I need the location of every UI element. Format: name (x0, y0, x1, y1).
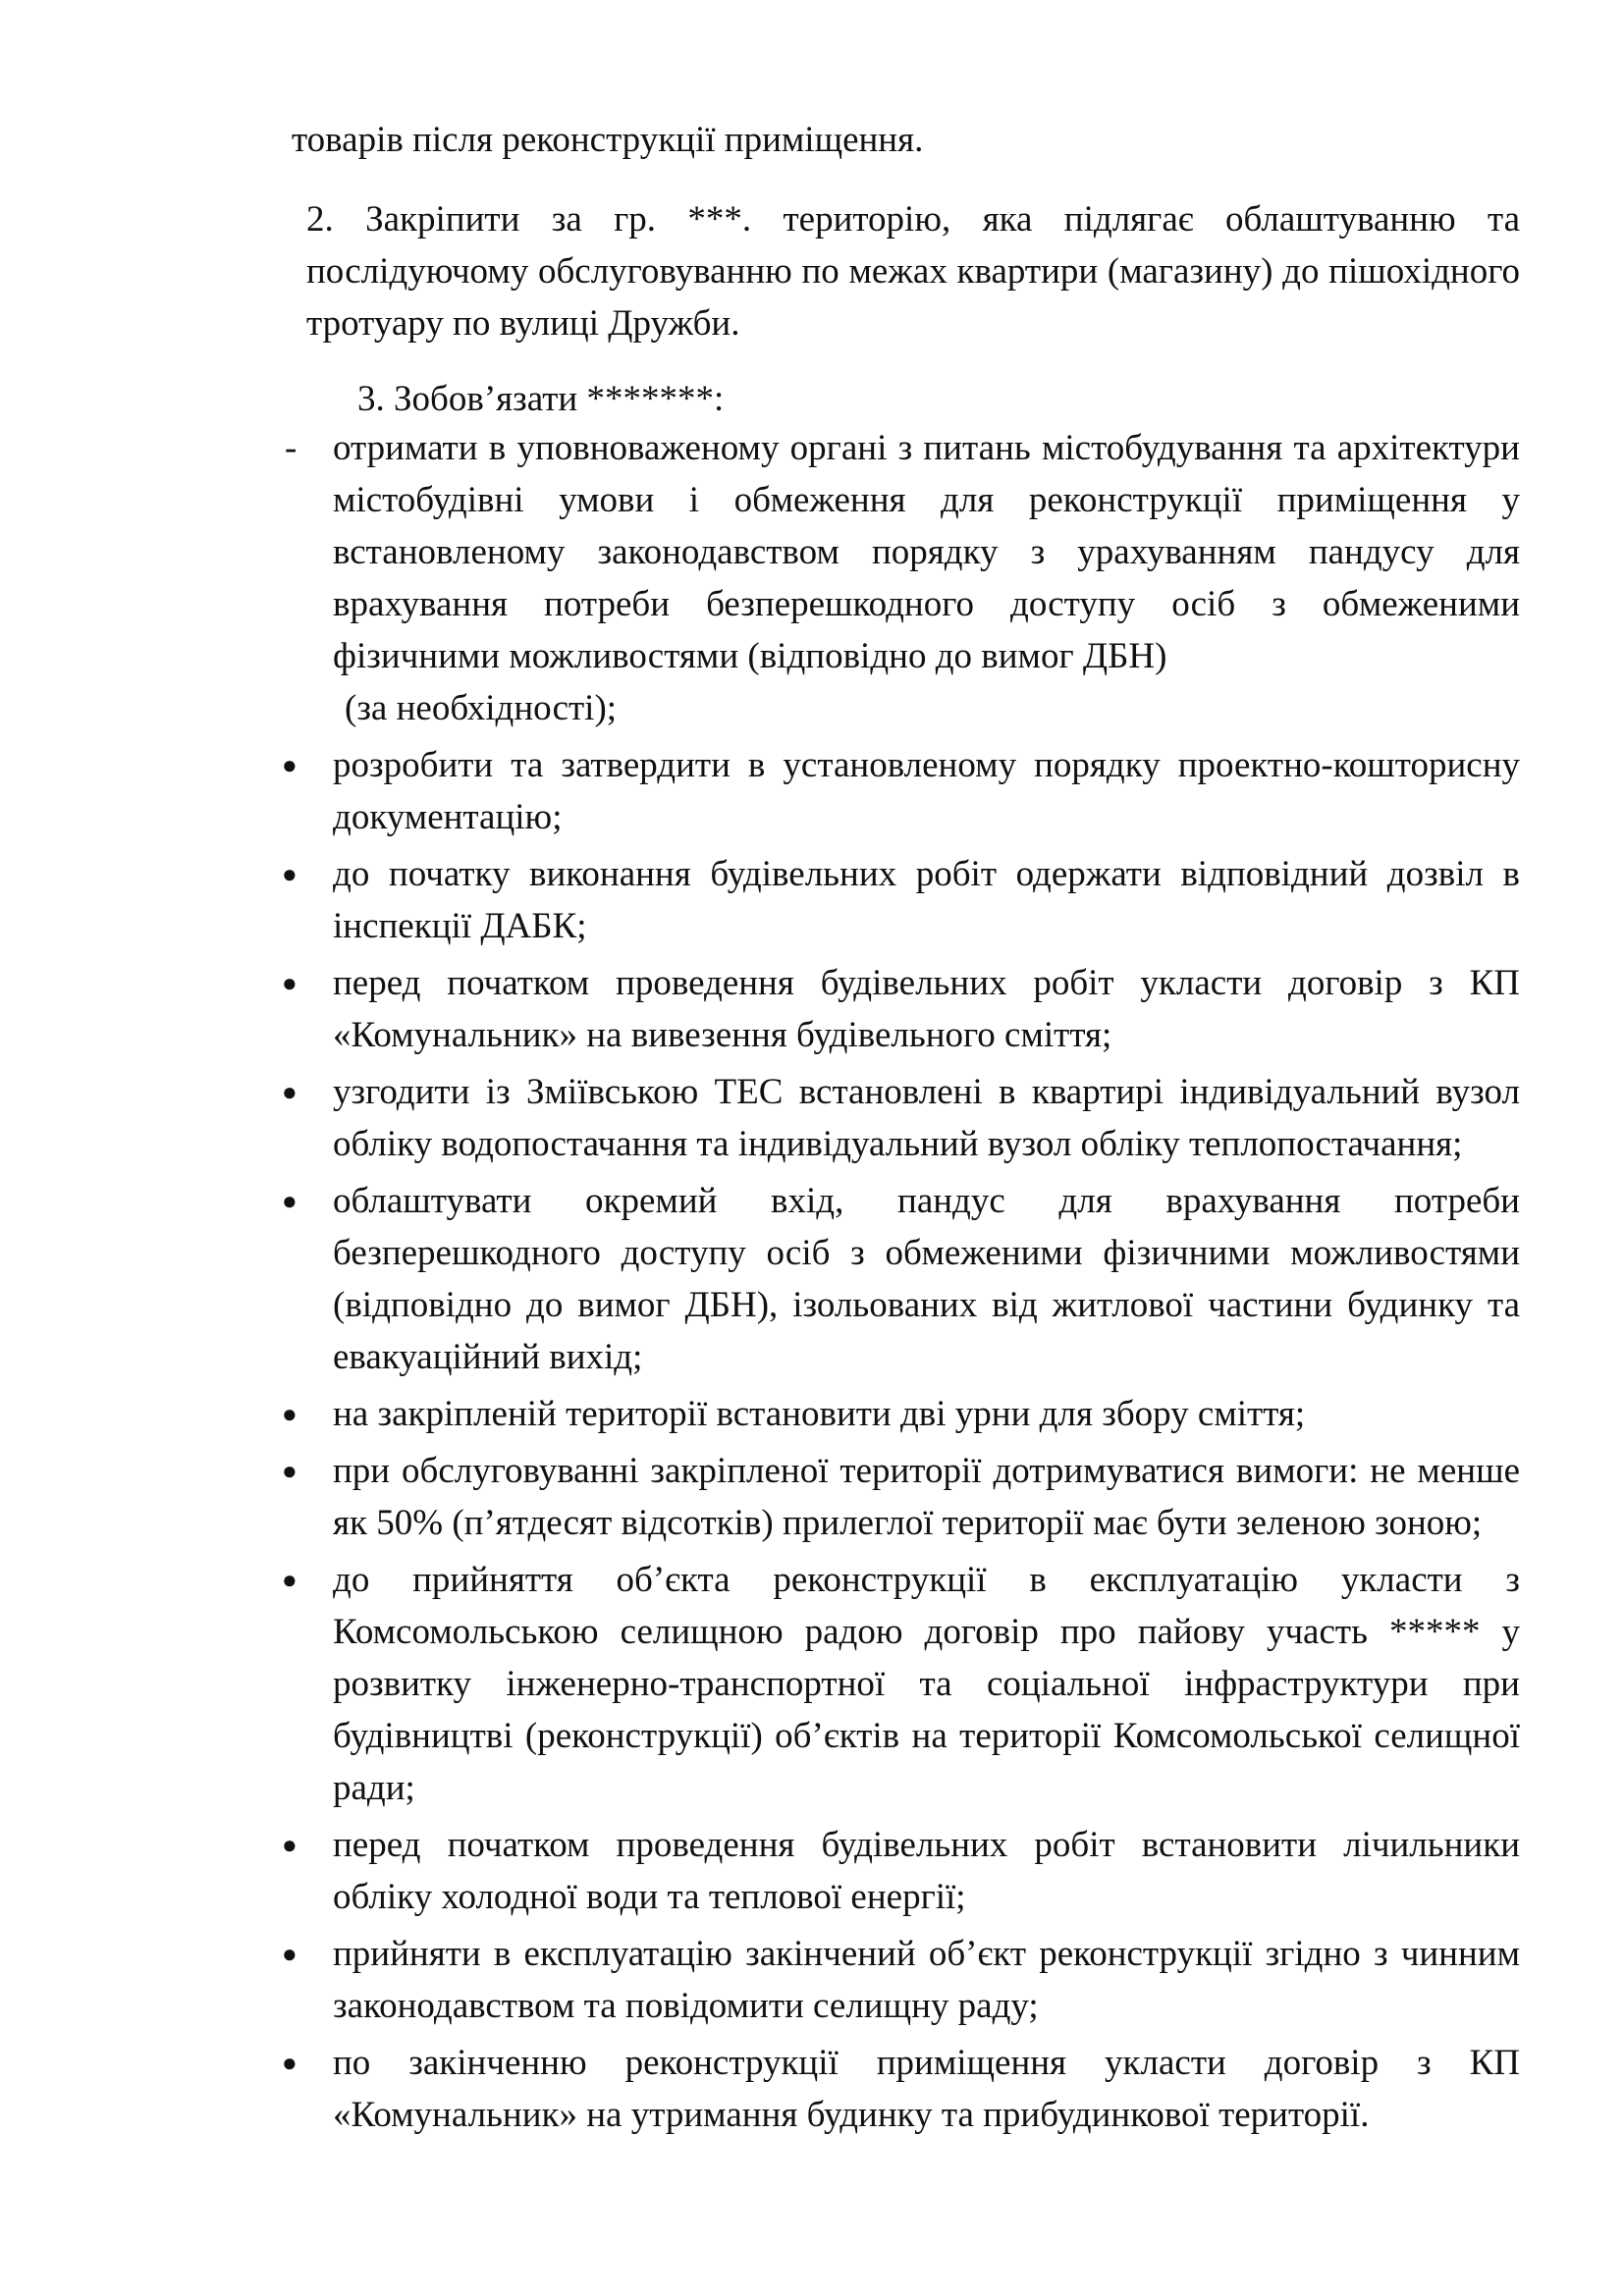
list-item-text: перед початком проведення будівельних робіт укласти договір з КП «Комунальник» на вивезення будівельного сміття; (333, 963, 1520, 1055)
list-item-text: перед початком проведення будівельних робіт встановити лічильники обліку холодної води та теплової енергії; (333, 1825, 1520, 1917)
list-item-text: отримати в уповноваженому органі з питань містобудування та архітектури містобудівні умови і обмеження для реконструкції приміщення у встановленому законодавством порядку з урахуванням пандусу для врахування потреби безперешкодного доступу осіб з обмеженими фізичними можливостями (відповідно до вимог ДБН) (333, 428, 1520, 676)
list-item-dash (0, 422, 1520, 734)
bullet-icon: ● (282, 1831, 298, 1859)
list-item-text: прийняти в експлуатацію закінчений об’єкт реконструкції згідно з чинним законодавством та повідомити селищну раду; (333, 1934, 1520, 2026)
list-item (0, 1445, 1520, 1549)
list-item-text: по закінченню реконструкції приміщення укласти договір з КП «Комунальник» на утримання будинку та прибудинкової території. (333, 2043, 1520, 2135)
list-item (0, 848, 1520, 952)
bullet-icon: ● (282, 1457, 298, 1485)
list-item (0, 1928, 1520, 2032)
list-item (0, 1554, 1520, 1814)
bullet-icon: ● (282, 2049, 298, 2077)
bullet-icon: ● (282, 1940, 298, 1968)
list-item-text: при обслуговуванні закріпленої території дотримуватися вимоги: не менше як 50% (п’ятдесят відсотків) прилеглої території має бути зеленою зоною; (333, 1451, 1520, 1543)
list-item (0, 1388, 1520, 1440)
bullet-icon: ● (282, 1400, 298, 1428)
list-item-text: розробити та затвердити в установленому порядку проектно-кошторисну документацію; (333, 745, 1520, 837)
list-item-text: облаштувати окремий вхід, пандус для врахування потреби безперешкодного доступу осіб з обмеженими фізичними можливостями (відповідно до вимог ДБН), ізольованих від житлової частини будинку та евакуаційний вихід; (333, 1181, 1520, 1377)
list-item (0, 739, 1520, 843)
bullet-icon: ● (282, 1078, 298, 1106)
list-item-text: до прийняття об’єкта реконструкції в експлуатацію укласти з Комсомольською селищною радою договір про пайову участь ***** у розвитку інженерно-транспортної та соціальної інфраструктури при будівництві (реконструкції) об’єктів на території Комсомольської селищної ради; (333, 1560, 1520, 1808)
bullet-icon: ● (282, 969, 298, 997)
item-2-paragraph: 2. Закріпити за гр. ***. територію, яка підлягає облаштуванню та послідуючому обслуговуванню по межах квартири (магазину) до пішохідного тротуару по вулиці Дружби. (306, 199, 1520, 344)
continuation-line: товарів після реконструкції приміщення. (292, 120, 924, 160)
list-item-tail: (за необхідності); (345, 688, 618, 728)
list-item (0, 1066, 1520, 1170)
bullet-icon: ● (282, 1566, 298, 1594)
bullet-icon: ● (282, 1187, 298, 1215)
list-item-text: до початку виконання будівельних робіт одержати відповідний дозвіл в інспекції ДАБК; (333, 854, 1520, 946)
list-item (0, 957, 1520, 1061)
dash-marker: - (285, 428, 298, 468)
list-item-text: узгодити із Зміївською ТЕС встановлені в квартирі індивідуальний вузол обліку водопостачання та індивідуальний вузол обліку теплопостачання; (333, 1072, 1520, 1164)
obligations-list (0, 422, 1624, 2141)
bullet-icon: ● (282, 751, 298, 779)
item-3-heading: 3. Зобов’язати *******: (357, 379, 725, 419)
list-item (0, 1819, 1520, 1923)
bullet-icon: ● (282, 860, 298, 888)
list-item (0, 2037, 1520, 2141)
list-item-text: на закріпленій території встановити дві урни для збору сміття; (333, 1394, 1306, 1434)
list-item (0, 1175, 1520, 1383)
